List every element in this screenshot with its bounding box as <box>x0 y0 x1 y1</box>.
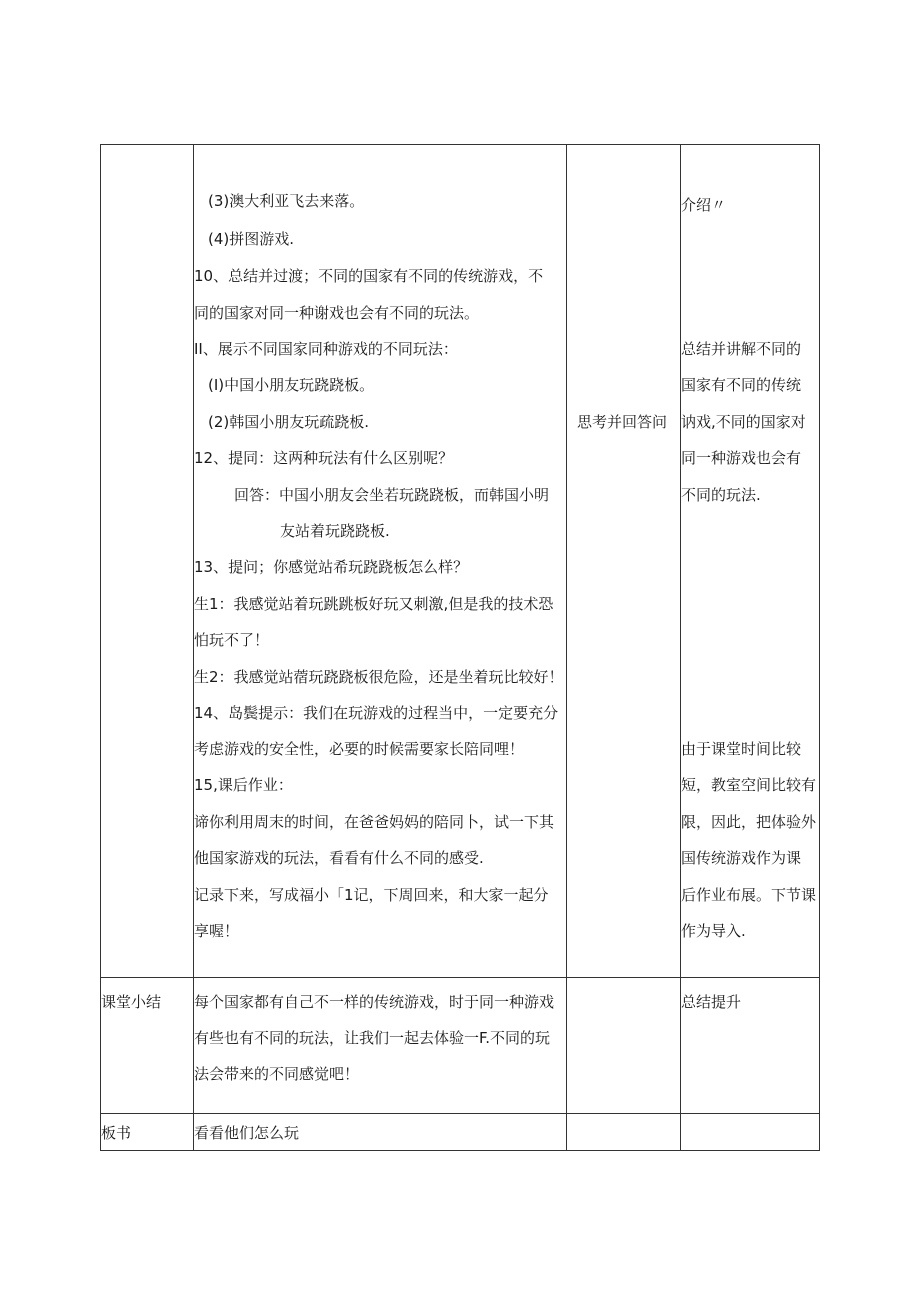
content-line: 考虑游戏的安全性，必要的时候需要家长陪同哩！ <box>194 740 525 758</box>
teaching-content-cell <box>194 145 567 978</box>
design-intent-cell <box>681 145 820 978</box>
content-line: II、展示不同国家同种游戏的不同玩法： <box>194 340 458 358</box>
student-activity-cell <box>567 145 681 978</box>
board-label-cell <box>101 1114 194 1151</box>
content-line: (I)中国小朋友玩跷跷板。 <box>208 376 375 394</box>
table-row <box>101 1114 820 1151</box>
note-line: 限，因此，把体验外 <box>681 813 817 831</box>
content-line: 10、总结并过渡；不同的国家有不同的传统游戏，不 <box>194 267 544 285</box>
content-line: 同的国家对同一种谢戏也会有不同的玩法。 <box>194 304 480 322</box>
board-content-cell <box>194 1114 567 1151</box>
note-line: 不同的玩法. <box>681 486 761 504</box>
content-line: 12、提同：这两种玩法有什么区别呢？ <box>194 449 454 467</box>
content-line: (2)韩国小朋友玩疏跷板. <box>208 413 370 431</box>
content-line: 14、岛鬓提示：我们在玩游戏的过程当中，一定要充分 <box>194 704 559 722</box>
note-line: 短，教室空间比较有 <box>681 776 817 794</box>
summary-note-cell <box>681 978 820 1114</box>
content-line: 生1：我感觉站着玩跳跳板好玩又刺激,但是我的技术恐 <box>194 595 554 613</box>
note-line: 后作业布展。下节课 <box>681 886 817 904</box>
summary-line: 每个国家都有自己不一样的传统游戏，时于同一种游戏 <box>194 993 555 1011</box>
content-line: 生2：我感觉站蓿玩跷跷板很危险，还是坐着玩比较好！ <box>194 668 564 686</box>
content-line: 回答：中国小朋友会坐若玩跷跷板，而韩国小明 <box>234 486 550 504</box>
note-line: 作为导入. <box>681 922 746 940</box>
note-line: 国家有不同的传统 <box>681 376 802 394</box>
note-line: 同一种游戏也会有 <box>681 449 802 467</box>
note-line: 由于课堂时间比较 <box>681 740 802 758</box>
content-line: 他国家游戏的玩法，看看有什么不同的感受. <box>194 849 484 867</box>
board-empty-cell <box>567 1114 681 1151</box>
summary-note: 总结提升 <box>681 993 742 1011</box>
summary-label-cell <box>101 978 194 1114</box>
summary-line: 法会带来的不同感觉吧！ <box>194 1065 360 1083</box>
summary-label: 课堂小结 <box>101 993 162 1011</box>
content-line: 友站着玩跷跷板. <box>280 522 390 540</box>
content-line: (4)拼图游戏. <box>208 230 295 248</box>
lesson-plan-table <box>100 144 820 1151</box>
content-line: (3)澳大利亚飞去来落。 <box>208 192 365 210</box>
summary-student-cell <box>567 978 681 1114</box>
note-line: 国传统游戏作为课 <box>681 849 802 867</box>
table-row <box>101 978 820 1114</box>
summary-line: 有些也有不同的玩法，让我们一起去体验一F.不同的玩 <box>194 1029 550 1047</box>
content-line: 谛你利用周末的时间，在爸爸妈妈的陪同卜，试一下其 <box>194 813 555 831</box>
content-line: 记录下来，写成福小「1记，下周回来，和大家一起分 <box>194 886 549 904</box>
summary-content-cell <box>194 978 567 1114</box>
note-line: 介绍〃 <box>681 196 727 214</box>
content-line: 享喔！ <box>194 922 240 940</box>
student-activity-text: 思考并回答问 <box>577 413 668 431</box>
note-line: 总结并讲解不同的 <box>681 340 802 358</box>
content-line: 13、提问；你感觉站希玩跷跷板怎么样？ <box>194 558 469 576</box>
board-label: 板书 <box>101 1124 132 1142</box>
board-empty-cell <box>681 1114 820 1151</box>
content-line: 怕玩不了！ <box>194 631 270 649</box>
board-text: 看看他们怎么玩 <box>194 1124 300 1142</box>
content-line: 15,课后作业： <box>194 776 293 794</box>
table-row <box>101 145 820 978</box>
note-line: 讷戏,不同的国家对 <box>681 413 806 431</box>
stage-cell <box>101 145 194 978</box>
